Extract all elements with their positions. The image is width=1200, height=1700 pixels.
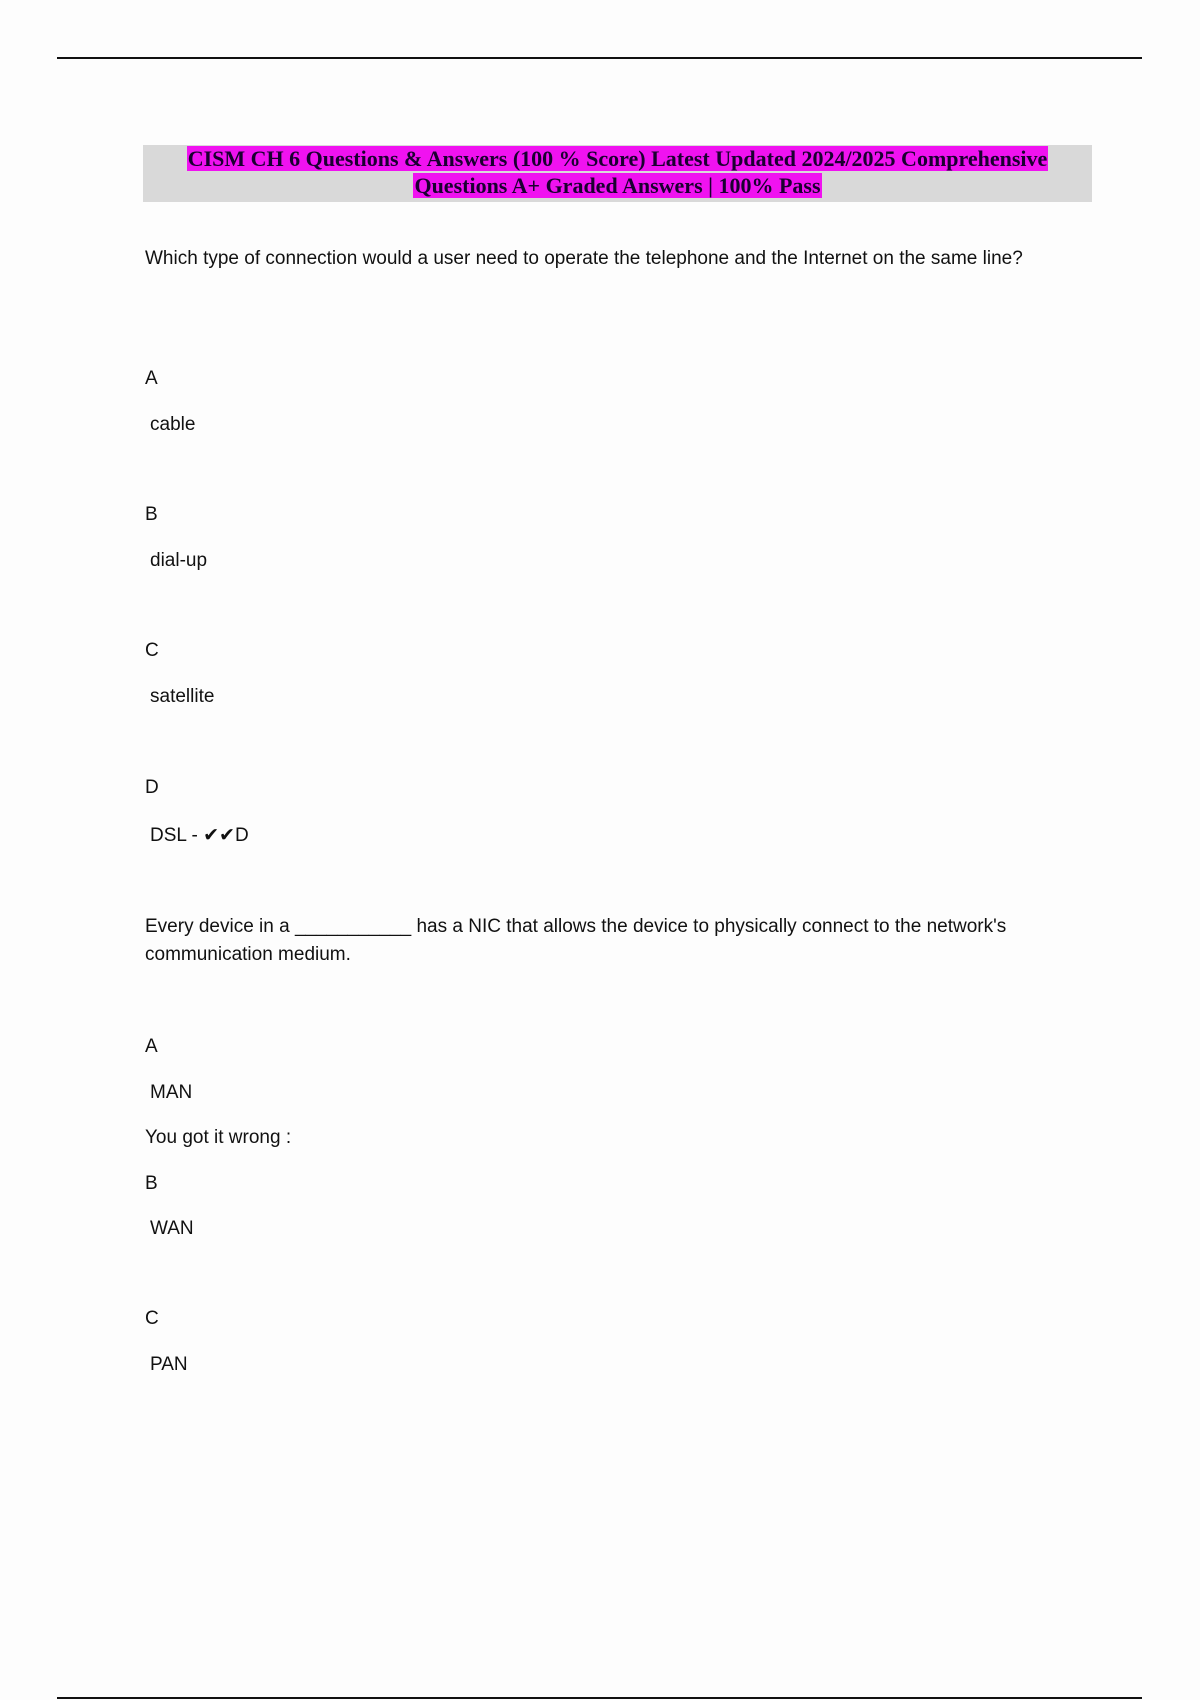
question-2-option-c-letter: C <box>145 1308 159 1329</box>
question-2-option-c-text: PAN <box>150 1354 188 1375</box>
question-2-option-b-text: WAN <box>150 1218 194 1239</box>
question-2-feedback: You got it wrong : <box>145 1127 292 1148</box>
question-2-option-a-text: MAN <box>150 1082 193 1103</box>
question-2-option-a-letter: A <box>145 1036 158 1057</box>
question-1-option-b-text: dial-up <box>150 550 208 571</box>
question-1-option-c-letter: C <box>145 640 159 661</box>
footer-rule <box>57 1697 1142 1699</box>
question-1-text: Which type of connection would a user need to operate the telephone and the Internet on the same line? <box>145 248 1023 269</box>
question-2-option-b-letter: B <box>145 1173 158 1194</box>
document-title <box>143 145 1092 202</box>
question-1-option-d-letter: D <box>145 777 159 798</box>
question-1-option-a-text: cable <box>150 414 196 435</box>
question-2-text: Every device in a ___________ has a NIC that allows the device to physically connect to the network's communication medium. <box>145 916 1007 965</box>
title-line-1: CISM CH 6 Questions & Answers (100 % Score) Latest Updated 2024/2025 Comprehensive <box>187 146 1048 171</box>
question-1-option-c-text: satellite <box>150 686 215 707</box>
question-1-option-b-letter: B <box>145 504 158 525</box>
title-line-2: Questions A+ Graded Answers | 100% Pass <box>414 173 821 198</box>
header-rule <box>57 57 1142 59</box>
question-1-option-a-letter: A <box>145 368 158 389</box>
question-1-option-d-text: DSL - ✔✔D <box>150 825 249 846</box>
